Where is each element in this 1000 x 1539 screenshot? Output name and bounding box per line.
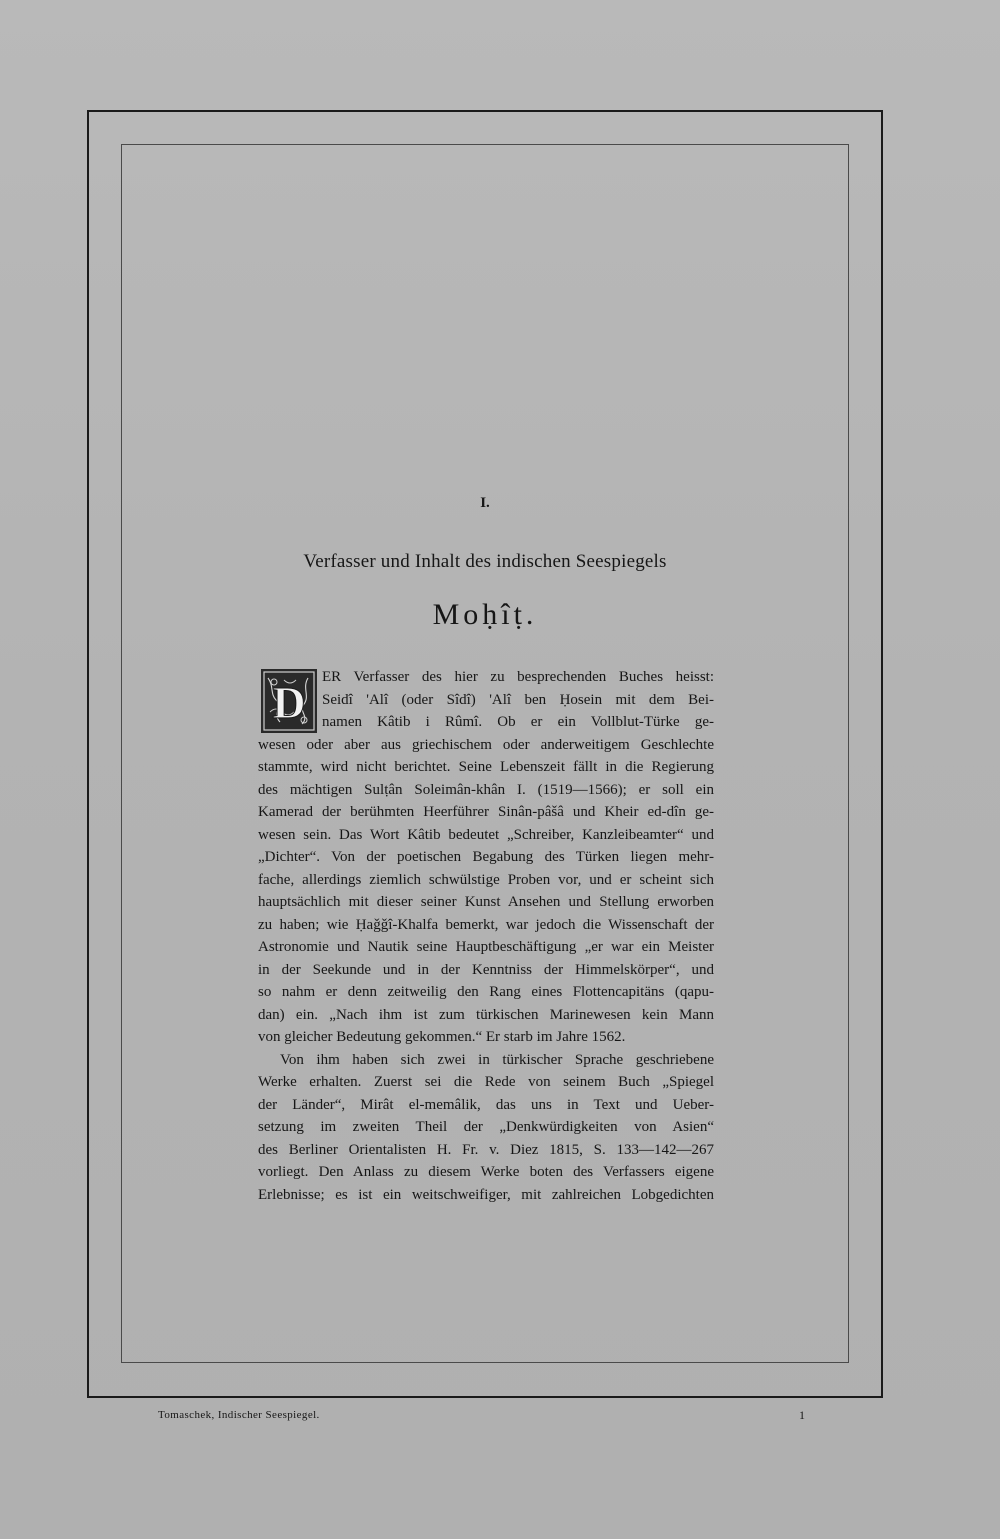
text-line: „Dichter“. Von der poetischen Begabung des Türken liegen mehr-	[258, 849, 714, 865]
footer-signature-mark: 1	[799, 1408, 805, 1422]
text-line: ER Verfasser des hier zu besprechenden Buches heisst:	[322, 669, 714, 685]
text-line: wesen oder aber aus griechischem oder anderweitigem Geschlechte	[258, 736, 714, 753]
text-line: so nahm er denn zeitweilig den Rang eines Flottencapitäns (qapu-	[258, 984, 714, 1000]
text-line: setzung im zweiten Theil der „Denkwürdigkeiten von Asien“	[258, 1119, 714, 1135]
text-line: Astronomie und Nautik seine Hauptbeschäftigung „er war ein Meister	[258, 939, 714, 955]
text-line: des Berliner Orientalisten H. Fr. v. Diez 1815, S. 133—142—267	[258, 1141, 714, 1158]
text-line: wesen sein. Das Wort Kâtib bedeutet „Schreiber, Kanzleibeamter“ und	[258, 826, 714, 843]
text-line: hauptsächlich mit dieser seiner Kunst Ansehen und Stellung erworben	[258, 894, 714, 910]
text-line: Von ihm haben sich zwei in türkischer Sprache geschriebene	[280, 1051, 714, 1068]
ornamental-drop-cap	[260, 668, 318, 734]
text-line: vorliegt. Den Anlass zu diesem Werke boten des Verfassers eigene	[258, 1164, 714, 1180]
text-line: namen Kâtib i Rûmî. Ob er ein Vollblut-Türke ge-	[322, 714, 714, 730]
text-line: von gleicher Bedeutung gekommen.“ Er starb im Jahre 1562.	[258, 1029, 626, 1045]
work-title: Moḥîṭ.	[432, 598, 538, 631]
text-line: dan) ein. „Nach ihm ist zum türkischen Marinewesen kein Mann	[258, 1006, 714, 1023]
text-line: Seidî 'Alî (oder Sîdî) 'Alî ben Ḥosein mit dem Bei-	[322, 691, 714, 708]
chapter-title: Verfasser und Inhalt des indischen Seespiegels	[303, 551, 667, 572]
text-line: Werke erhalten. Zuerst sei die Rede von seinem Buch „Spiegel	[258, 1074, 714, 1090]
text-line: Erlebnisse; es ist ein weitschweifiger, mit zahlreichen Lobgedichten	[258, 1186, 714, 1203]
svg-text:D: D	[272, 677, 306, 728]
footer-running-title: Tomaschek, Indischer Seespiegel.	[158, 1409, 320, 1421]
text-line: des mächtigen Sulṭân Soleimân-khân I. (1519—1566); er soll ein	[258, 781, 714, 798]
chapter-number: I.	[480, 495, 490, 511]
text-line: stammte, wird nicht berichtet. Seine Lebenszeit fällt in die Regierung	[258, 759, 714, 775]
text-line: in der Seekunde und in der Kenntniss der Himmelskörper“, und	[258, 961, 714, 978]
body-text	[258, 666, 714, 1206]
text-line: der Länder“, Mirât el-memâlik, das uns in Text und Ueber-	[258, 1096, 714, 1113]
text-line: Kamerad der berühmten Heerführer Sinân-pâšâ und Kheir ed-dîn ge-	[258, 804, 714, 820]
text-line: fache, allerdings ziemlich schwülstige Proben vor, und er scheint sich	[258, 871, 714, 888]
text-line: zu haben; wie Ḥaǧǧî-Khalfa bemerkt, war jedoch die Wissenschaft der	[258, 916, 714, 933]
